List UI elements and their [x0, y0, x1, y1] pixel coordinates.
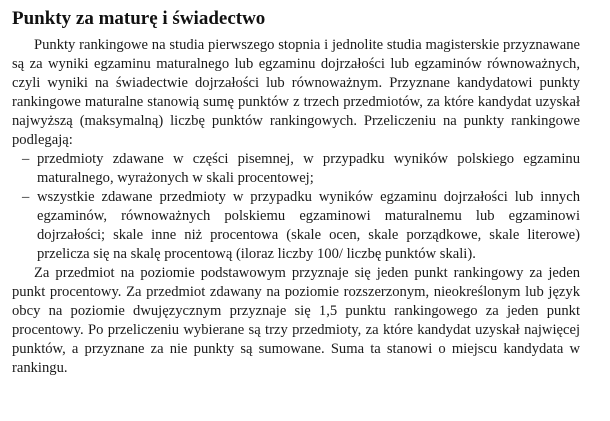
list-item-text: przedmioty zdawane w części pisemnej, w przypadku wyników polskiego egzaminu maturalnego, wyrażonych w skali procentowej; [37, 151, 580, 186]
list-item [12, 150, 580, 188]
list-item-text: wszystkie zdawane przedmioty w przypadku wyników egzaminu dojrzałości lub innych egzaminów, równoważnych polskiemu egzaminowi maturalnemu lub egzaminowi dojrzałości; skale inne niż procentowa (skale ocen, skale porządkowe, skale literowe) przelicza się na skalę procentową (iloraz liczby 100/ liczbę punktów skali). [37, 189, 580, 262]
scoring-paragraph: Za przedmiot na poziomie podstawowym przyznaje się jeden punkt rankingowy za jeden punkt procentowy. Za przedmiot zdawany na poziomie rozszerzonym, nieokreślonym lub język obcy na poziomie dwujęzycznym przyznaje się 1,5 punktu rankingowego za jeden punkt procentowy. Po przeliczeniu wybierane są trzy przedmioty, za które kandydat uzyskał najwięcej punktów, a przyznane za nie punkty są sumowane. Suma ta stanowi o miejscu kandydata w rankingu. [12, 265, 580, 376]
list-item [12, 188, 580, 264]
dash-bullet: – [22, 151, 30, 167]
section-heading: Punkty za maturę i świadectwo [12, 8, 266, 29]
conversion-list [12, 150, 580, 264]
document-page [12, 6, 580, 378]
dash-bullet: – [22, 189, 30, 205]
intro-paragraph: Punkty rankingowe na studia pierwszego stopnia i jednolite studia magisterskie przyznawane są za wyniki egzaminu maturalnego lub egzaminu dojrzałości lub egzaminów równoważnych, czyli wyniki na świadectwie dojrzałości lub równoważnym. Przyznane kandydatowi punkty rankingowe maturalne stanowią sumę punktów z trzech przedmiotów, za które kandydat uzyskał najwyższą (maksymalną) liczbę punktów rankingowych. Przeliczeniu na punkty rankingowe podlegają: [12, 37, 580, 148]
